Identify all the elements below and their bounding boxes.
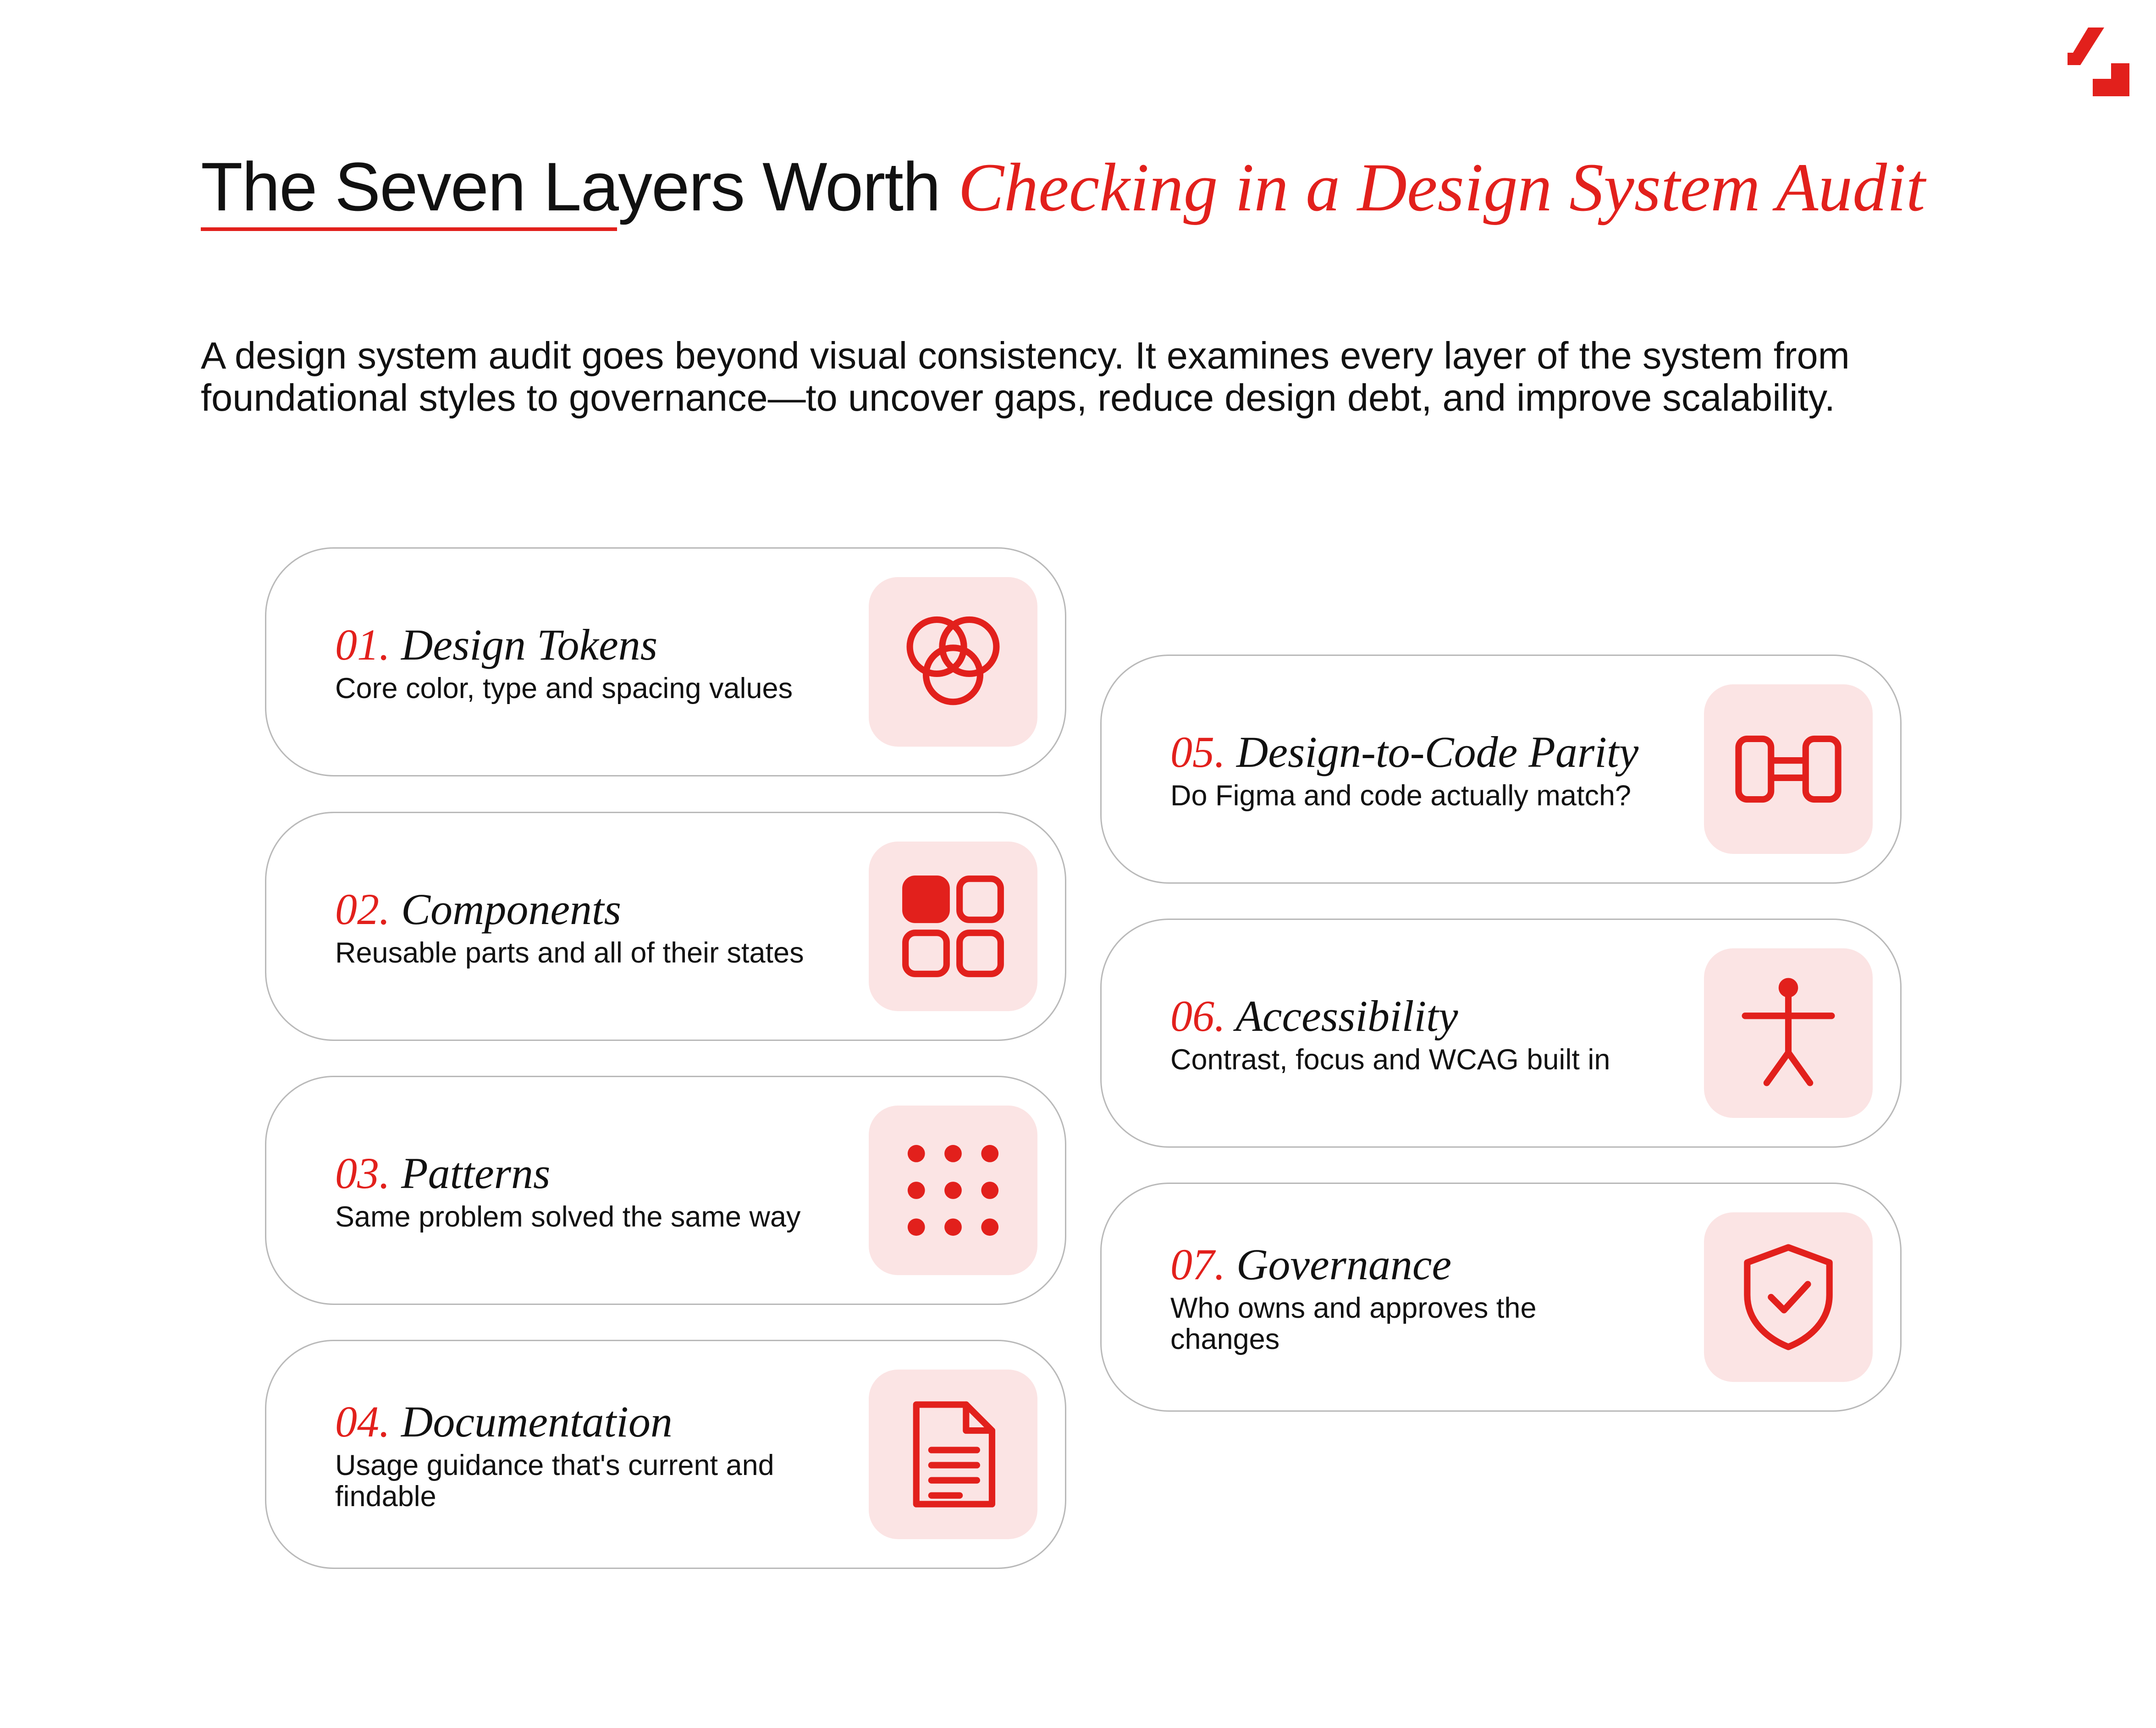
layer-card-design-to-code-parity bbox=[1100, 655, 1902, 884]
icon-container bbox=[869, 577, 1037, 747]
card-number: 06. bbox=[1170, 991, 1225, 1040]
card-description: Contrast, focus and WCAG built in bbox=[1170, 1044, 1610, 1076]
layer-card-components bbox=[265, 812, 1066, 1041]
card-number: 03. bbox=[335, 1149, 390, 1198]
card-description: Who owns and approves the changes bbox=[1170, 1292, 1537, 1355]
intro-text: A design system audit goes beyond visual consistency. It examines every layer of the system from foundational styles to governance—to uncover gaps, reduce design debt, and improve scalability. bbox=[201, 334, 1850, 419]
component-grid-icon bbox=[899, 872, 1007, 980]
accessibility-person-icon bbox=[1734, 979, 1842, 1087]
card-title-text: Components bbox=[401, 885, 621, 934]
link-blocks-icon bbox=[1734, 715, 1842, 823]
card-title-text: Patterns bbox=[401, 1149, 551, 1198]
layer-card-governance bbox=[1100, 1183, 1902, 1412]
card-title bbox=[335, 1148, 839, 1199]
card-description: Usage guidance that's current and findable bbox=[335, 1449, 774, 1513]
card-description: Core color, type and spacing values bbox=[335, 672, 793, 704]
title-underline bbox=[201, 227, 617, 231]
icon-container bbox=[1704, 948, 1873, 1118]
card-title bbox=[1170, 1239, 1675, 1290]
card-title bbox=[335, 884, 839, 935]
card-title bbox=[335, 1397, 839, 1447]
card-number: 05. bbox=[1170, 727, 1225, 776]
icon-container bbox=[869, 842, 1037, 1011]
card-number: 01. bbox=[335, 620, 390, 669]
card-number: 07. bbox=[1170, 1240, 1225, 1289]
card-description: Do Figma and code actually match? bbox=[1170, 780, 1632, 812]
layer-card-patterns bbox=[265, 1076, 1066, 1305]
document-icon bbox=[899, 1400, 1007, 1508]
layer-card-design-tokens bbox=[265, 547, 1066, 776]
card-title-text: Governance bbox=[1236, 1240, 1452, 1289]
layer-card-accessibility bbox=[1100, 919, 1902, 1148]
card-title bbox=[1170, 991, 1675, 1041]
card-number: 02. bbox=[335, 885, 390, 934]
title-plain: The Seven Layers Worth bbox=[201, 148, 959, 225]
dot-grid-icon bbox=[899, 1136, 1007, 1244]
card-title-text: Accessibility bbox=[1235, 991, 1458, 1040]
card-title-text: Design-to-Code Parity bbox=[1236, 727, 1639, 776]
card-title bbox=[335, 620, 839, 670]
icon-container bbox=[869, 1106, 1037, 1275]
overlapping-circles-icon bbox=[899, 608, 1007, 716]
card-description: Reusable parts and all of their states bbox=[335, 937, 804, 969]
brand-logo-icon bbox=[2068, 28, 2129, 96]
icon-container bbox=[1704, 1212, 1873, 1382]
icon-container bbox=[869, 1370, 1037, 1539]
icon-container bbox=[1704, 684, 1873, 854]
card-description: Same problem solved the same way bbox=[335, 1201, 801, 1233]
card-number: 04. bbox=[335, 1397, 390, 1446]
card-title-text: Design Tokens bbox=[401, 620, 658, 669]
shield-check-icon bbox=[1734, 1243, 1842, 1351]
layer-card-documentation bbox=[265, 1340, 1066, 1569]
title-accent: Checking in a Design System Audit bbox=[958, 149, 1925, 226]
page-title bbox=[201, 147, 1943, 228]
card-title bbox=[1170, 727, 1675, 777]
card-title-text: Documentation bbox=[401, 1397, 673, 1446]
